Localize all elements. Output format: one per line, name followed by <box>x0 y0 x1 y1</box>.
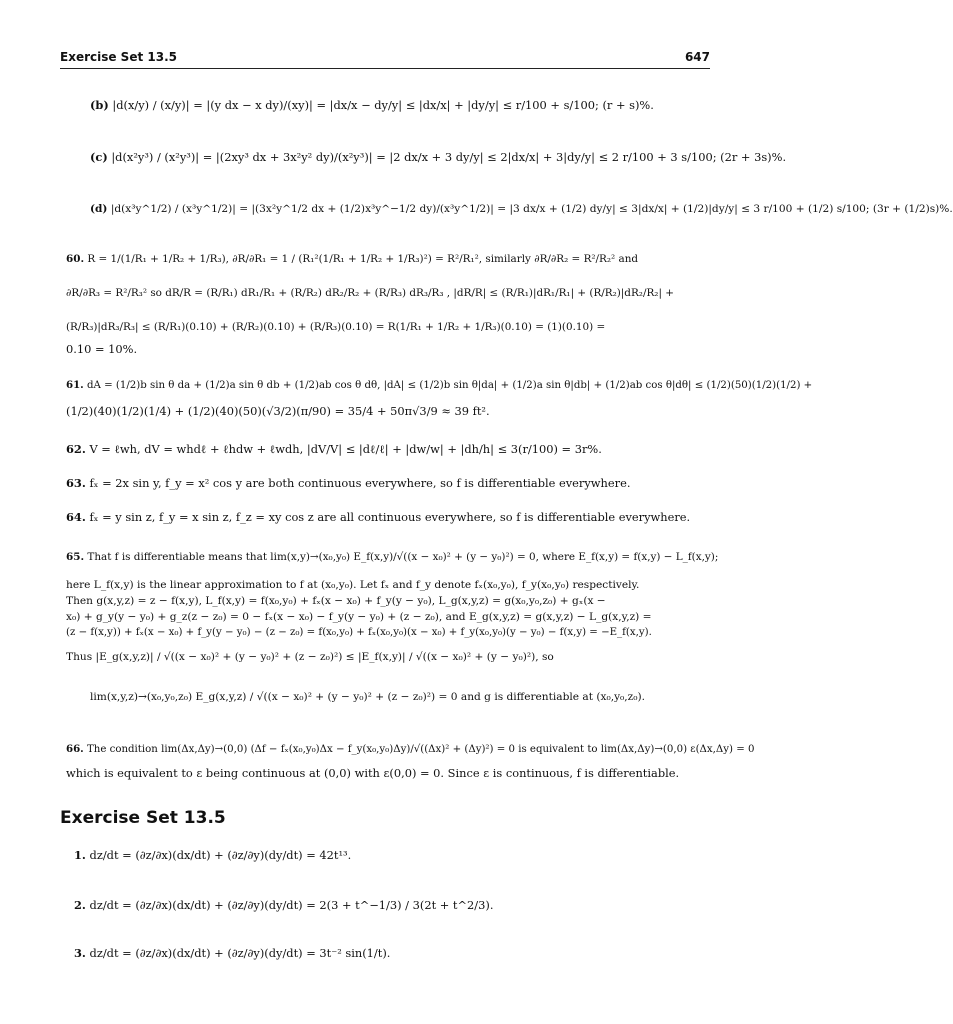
answer-text: dz/dt = (∂z/∂x)(dx/dt) + (∂z/∂y)(dy/dt) = 2(3 + t^−1/3) / 3(2t + t^2/3). <box>89 898 494 912</box>
item-label: (d) <box>90 203 108 215</box>
item-b <box>90 98 654 112</box>
problem-number: 60. <box>66 253 85 265</box>
problem-65-line-2 <box>66 578 639 592</box>
problem-text: (R/R₃)|dR₃/R₃| ≤ (R/R₁)(0.10) + (R/R₂)(0.10) + (R/R₃)(0.10) = R(1/R₁ + 1/R₂ + 1/R₃)(0.10) = (1)(0.10) = <box>66 321 606 333</box>
problem-65-line-4 <box>66 610 652 624</box>
problem-text: lim(x,y,z)→(x₀,y₀,z₀) E_g(x,y,z) / √((x − x₀)² + (y − y₀)² + (z − z₀)²) = 0 and g is differentiable at (x₀,y₀,z₀). <box>90 691 645 703</box>
problem-number: 64. <box>66 510 86 524</box>
problem-60-line-4 <box>66 342 137 356</box>
problem-text: The condition lim(Δx,Δy)→(0,0) (Δf − fₓ(x₀,y₀)Δx − f_y(x₀,y₀)Δy)/√((Δx)² + (Δy)²) = 0 is equivalent to lim(Δx,Δy)→(0,0) ε(Δx,Δy) = 0 <box>86 744 755 755</box>
problem-65-line-1 <box>66 550 718 564</box>
problem-text: V = ℓwh, dV = whdℓ + ℓhdw + ℓwdh, |dV/V| ≤ |dℓ/ℓ| + |dw/w| + |dh/h| ≤ 3(r/100) = 3r%. <box>89 442 602 456</box>
problem-text: That f is differentiable means that lim(x,y)→(x₀,y₀) E_f(x,y)/√((x − x₀)² + (y − y₀)²) = 0, where E_f(x,y) = f(x,y) − L_f(x,y); <box>87 551 719 563</box>
problem-62 <box>66 442 602 456</box>
problem-text: dA = (1/2)b sin θ da + (1/2)a sin θ db + (1/2)ab cos θ dθ, |dA| ≤ (1/2)b sin θ|da| + (1/2)a sin θ|db| + (1/2)ab cos θ|dθ| ≤ (1/2)(50)(1/2)(1/2) + <box>86 380 813 391</box>
problem-64 <box>66 510 690 524</box>
header-title: Exercise Set 13.5 <box>60 50 177 64</box>
problem-65-line-5 <box>66 626 652 640</box>
problem-65-line-7 <box>90 690 645 704</box>
problem-number: 61. <box>66 379 84 391</box>
problem-text: ∂R/∂R₃ = R²/R₃² so dR/R = (R/R₁) dR₁/R₁ + (R/R₂) dR₂/R₂ + (R/R₃) dR₃/R₃ , |dR/R| ≤ (R/R₁)|dR₁/R₁| + (R/R₂)|dR₂/R₂| + <box>66 287 674 299</box>
problem-60-line-1 <box>66 252 638 266</box>
problem-text: fₓ = 2x sin y, f_y = x² cos y are both continuous everywhere, so f is differentiable everywhere. <box>89 476 631 490</box>
problem-text: R = 1/(1/R₁ + 1/R₂ + 1/R₃), ∂R/∂R₁ = 1 / (R₁²(1/R₁ + 1/R₂ + 1/R₃)²) = R²/R₁², similarly ∂R/∂R₂ = R²/R₂² and <box>87 253 639 265</box>
problem-text: which is equivalent to ε being continuous at (0,0) with ε(0,0) = 0. Since ε is continuous, f is differentiable. <box>66 766 680 780</box>
item-label: (b) <box>90 98 109 112</box>
problem-number: 65. <box>66 551 85 563</box>
problem-text: (z − f(x,y)) + fₓ(x − x₀) + f_y(y − y₀) − (z − z₀) = f(x₀,y₀) + fₓ(x₀,y₀)(x − x₀) + f_y(x₀,y₀)(y − y₀) − f(x,y) = −E_f(x,y). <box>66 627 652 638</box>
answer-text: dz/dt = (∂z/∂x)(dx/dt) + (∂z/∂y)(dy/dt) = 3t⁻² sin(1/t). <box>89 946 391 960</box>
problem-text: (1/2)(40)(1/2)(1/4) + (1/2)(40)(50)(√3/2)(π/90) = 35/4 + 50π√3/9 ≈ 39 ft². <box>66 404 490 418</box>
answer-3 <box>74 946 390 960</box>
problem-text: fₓ = y sin z, f_y = x sin z, f_z = xy cos z are all continuous everywhere, so f is differentiable everywhere. <box>89 510 691 524</box>
problem-65-line-3 <box>66 594 606 608</box>
problem-text: here L_f(x,y) is the linear approximation to f at (x₀,y₀). Let fₓ and f_y denote fₓ(x₀,y₀), f_y(x₀,y₀) respectively. <box>66 579 640 591</box>
running-header <box>60 50 710 69</box>
item-text: |d(x/y) / (x/y)| = |(y dx − x dy)/(xy)| = |dx/x − dy/y| ≤ |dx/x| + |dy/y| ≤ r/100 + s/100; (r + s)%. <box>112 98 654 112</box>
item-text: |d(x³y^1/2) / (x³y^1/2)| = |(3x²y^1/2 dx + (1/2)x³y^−1/2 dy)/(x³y^1/2)| = |3 dx/x + (1/2) dy/y| ≤ 3|dx/x| + (1/2)|dy/y| ≤ 3 r/100 + (1/2) s/100; (3r + (1/2)s)%. <box>110 203 953 215</box>
problem-text: Then g(x,y,z) = z − f(x,y), L_f(x,y) = f(x₀,y₀) + fₓ(x − x₀) + f_y(y − y₀), L_g(x,y,z) = g(x₀,y₀,z₀) + gₓ(x − <box>66 595 606 607</box>
problem-65-line-6 <box>66 650 554 664</box>
item-c <box>90 150 786 164</box>
problem-number: 62. <box>66 442 86 456</box>
item-text: |d(x²y³) / (x²y³)| = |(2xy³ dx + 3x²y² dy)/(x²y³)| = |2 dx/x + 3 dy/y| ≤ 2|dx/x| + 3|dy/y| ≤ 2 r/100 + 3 s/100; (2r + 3s)%. <box>111 150 787 164</box>
item-label: (c) <box>90 150 108 164</box>
problem-63 <box>66 476 630 490</box>
problem-number: 63. <box>66 476 86 490</box>
problem-60-line-3 <box>66 320 605 334</box>
answer-1 <box>74 848 351 862</box>
problem-61-line-2 <box>66 404 490 418</box>
problem-number: 66. <box>66 743 84 755</box>
answer-text: dz/dt = (∂z/∂x)(dx/dt) + (∂z/∂y)(dy/dt) = 42t¹³. <box>89 848 352 862</box>
problem-61-line-1 <box>66 378 812 393</box>
section-title: Exercise Set 13.5 <box>60 808 226 828</box>
item-d <box>90 202 953 216</box>
answer-number: 3. <box>74 946 86 960</box>
problem-text: x₀) + g_y(y − y₀) + g_z(z − z₀) = 0 − fₓ(x − x₀) − f_y(y − y₀) + (z − z₀), and E_g(x,y,z) = g(x,y,z) − L_g(x,y,z) = <box>66 611 652 623</box>
problem-66-line-2 <box>66 766 679 780</box>
problem-60-line-2 <box>66 286 674 300</box>
answer-number: 1. <box>74 848 86 862</box>
problem-66-line-1 <box>66 742 754 757</box>
answer-number: 2. <box>74 898 86 912</box>
page-number: 647 <box>684 50 710 64</box>
problem-text: 0.10 = 10%. <box>66 342 138 356</box>
problem-text: Thus |E_g(x,y,z)| / √((x − x₀)² + (y − y₀)² + (z − z₀)²) ≤ |E_f(x,y)| / √((x − x₀)² + (y − y₀)²), so <box>66 651 554 663</box>
answer-2 <box>74 898 493 912</box>
